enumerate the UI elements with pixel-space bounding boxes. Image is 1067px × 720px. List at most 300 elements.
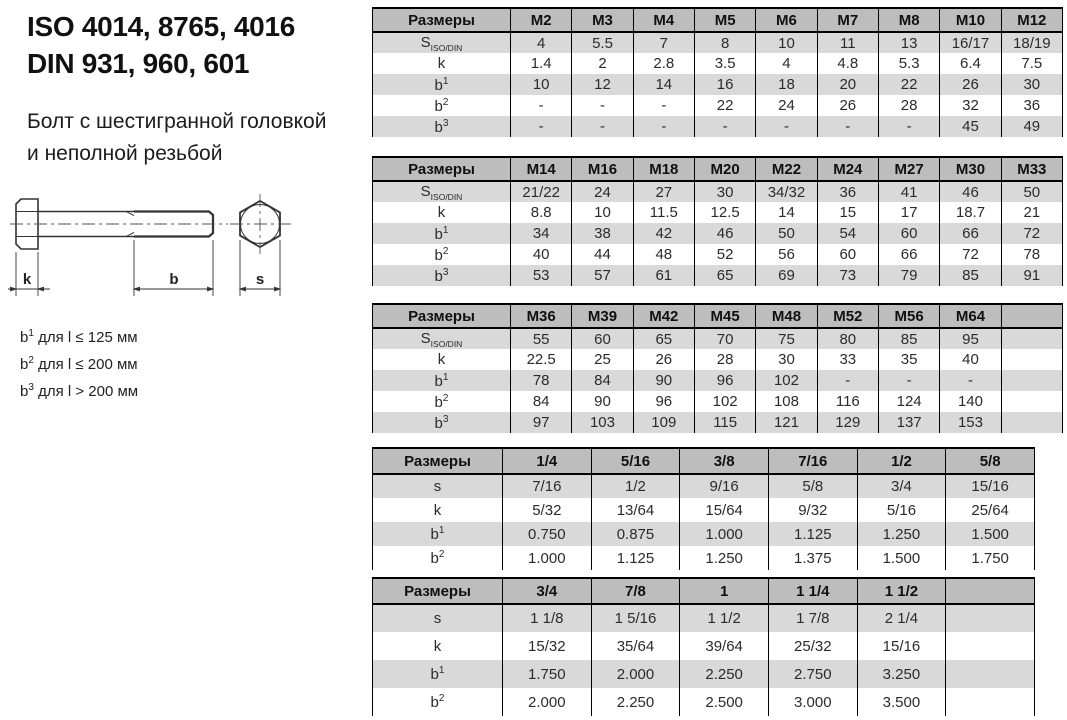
dimension-row <box>373 522 1035 546</box>
table-header-label: Размеры <box>373 8 511 32</box>
row-label: $S_{ISO/DIN}$ <box>373 32 511 53</box>
value-cell: 21 <box>1001 202 1062 223</box>
value-cell: 69 <box>756 265 817 286</box>
centerlines <box>10 194 292 254</box>
row-label: s <box>373 474 503 498</box>
value-cell: 13 <box>878 32 939 53</box>
dimension-row <box>373 604 1035 632</box>
value-cell: 46 <box>694 223 755 244</box>
value-cell: 44 <box>572 244 633 265</box>
value-cell: 22.5 <box>511 349 572 370</box>
value-cell: 90 <box>572 391 633 412</box>
value-cell: 2.750 <box>768 660 857 688</box>
title-iso: ISO 4014, 8765, 4016 <box>27 11 295 42</box>
size-column-header: M22 <box>756 157 817 181</box>
subtitle-line2: и неполной резьбой <box>27 142 223 165</box>
size-column-header: M7 <box>817 8 878 32</box>
size-column-header: M3 <box>572 8 633 32</box>
value-cell: 1.500 <box>946 522 1035 546</box>
dimension-row <box>373 74 1063 95</box>
row-label: k <box>433 637 442 655</box>
row-label: $b^2$ <box>434 96 449 115</box>
dimensions-table <box>372 7 1063 137</box>
dimension-row <box>373 498 1035 522</box>
value-cell: 10 <box>572 202 633 223</box>
empty-cell <box>1001 349 1062 370</box>
b-arrow-left <box>134 287 140 291</box>
row-label: k <box>437 55 446 72</box>
value-cell: - <box>511 95 572 116</box>
value-cell: - <box>633 95 694 116</box>
value-cell: 16 <box>694 74 755 95</box>
value-cell: 10 <box>511 74 572 95</box>
value-cell: 56 <box>756 244 817 265</box>
empty-cell <box>946 632 1035 660</box>
value-cell: 52 <box>694 244 755 265</box>
value-cell: 66 <box>878 244 939 265</box>
dimensions-table-inch-small <box>372 447 1035 570</box>
value-cell: 96 <box>694 370 755 391</box>
value-cell: 24 <box>756 95 817 116</box>
value-cell: 2 <box>572 53 633 74</box>
dimension-row <box>373 632 1035 660</box>
size-column-header: M24 <box>817 157 878 181</box>
value-cell: 1 1/8 <box>503 604 592 632</box>
value-cell: 1.750 <box>503 660 592 688</box>
value-cell: 15/32 <box>503 632 592 660</box>
value-cell: 18/19 <box>1001 32 1062 53</box>
value-cell: 16/17 <box>940 32 1001 53</box>
empty-cell <box>1001 391 1062 412</box>
value-cell: 78 <box>511 370 572 391</box>
size-column-header: 5/16 <box>591 448 680 474</box>
empty-header-cell <box>946 578 1035 604</box>
table-header-label: Размеры <box>373 157 511 181</box>
size-column-header: 7/8 <box>591 578 680 604</box>
size-column-header: 3/4 <box>503 578 592 604</box>
dimension-row <box>373 660 1035 688</box>
dimension-row <box>373 95 1063 116</box>
value-cell: 18 <box>756 74 817 95</box>
size-column-header: M56 <box>878 304 939 328</box>
value-cell: 12 <box>572 74 633 95</box>
empty-cell <box>946 688 1035 716</box>
value-cell: 60 <box>817 244 878 265</box>
value-cell: 18.7 <box>940 202 1001 223</box>
size-column-header: M64 <box>940 304 1001 328</box>
size-column-header: M6 <box>756 8 817 32</box>
footnotes <box>20 322 138 403</box>
size-column-header: M10 <box>940 8 1001 32</box>
value-cell: 32 <box>940 95 1001 116</box>
value-cell: 49 <box>1001 116 1062 137</box>
value-cell: 40 <box>511 244 572 265</box>
value-cell: 1.000 <box>503 546 592 570</box>
dimension-row <box>373 32 1063 53</box>
size-column-header: M42 <box>633 304 694 328</box>
subtitle-line1: Болт с шестигранной головкой <box>27 110 327 133</box>
row-label: $b^2$ <box>434 245 449 264</box>
value-cell: 1.125 <box>591 546 680 570</box>
value-cell: 1.375 <box>768 546 857 570</box>
value-cell: 1.125 <box>768 522 857 546</box>
value-cell: 124 <box>878 391 939 412</box>
value-cell: 24 <box>572 181 633 202</box>
k-dimension-label: k <box>22 271 32 288</box>
value-cell: 116 <box>817 391 878 412</box>
value-cell: 11.5 <box>633 202 694 223</box>
value-cell: 7/16 <box>503 474 592 498</box>
value-cell: 27 <box>633 181 694 202</box>
dimension-row <box>373 688 1035 716</box>
value-cell: 109 <box>633 412 694 433</box>
value-cell: 102 <box>756 370 817 391</box>
value-cell: 35 <box>878 349 939 370</box>
value-cell: 4 <box>511 32 572 53</box>
value-cell: 55 <box>511 328 572 349</box>
empty-cell <box>1001 412 1062 433</box>
value-cell: 60 <box>572 328 633 349</box>
size-column-header: M18 <box>633 157 694 181</box>
bolt-technical-drawing <box>8 186 308 318</box>
value-cell: 15/64 <box>680 498 769 522</box>
value-cell: - <box>878 116 939 137</box>
dimension-row <box>373 474 1035 498</box>
value-cell: - <box>694 116 755 137</box>
value-cell: 137 <box>878 412 939 433</box>
value-cell: 20 <box>817 74 878 95</box>
value-cell: 2 1/4 <box>857 604 946 632</box>
size-column-header: M27 <box>878 157 939 181</box>
value-cell: 91 <box>1001 265 1062 286</box>
value-cell: 97 <box>511 412 572 433</box>
value-cell: 8 <box>694 32 755 53</box>
value-cell: 30 <box>1001 74 1062 95</box>
dimension-row <box>373 412 1063 433</box>
size-column-header: 7/16 <box>768 448 857 474</box>
value-cell: 1.750 <box>946 546 1035 570</box>
value-cell: 34 <box>511 223 572 244</box>
value-cell: 14 <box>756 202 817 223</box>
value-cell: 26 <box>633 349 694 370</box>
value-cell: 45 <box>940 116 1001 137</box>
value-cell: 1.4 <box>511 53 572 74</box>
value-cell: 22 <box>878 74 939 95</box>
size-column-header: M33 <box>1001 157 1062 181</box>
value-cell: 42 <box>633 223 694 244</box>
dimension-row <box>373 53 1063 74</box>
empty-cell <box>1001 370 1062 391</box>
value-cell: 14 <box>633 74 694 95</box>
row-label: $b^3$ <box>373 116 511 137</box>
row-label: $b^2$ <box>430 693 445 711</box>
value-cell: 21/22 <box>511 181 572 202</box>
value-cell: 75 <box>756 328 817 349</box>
value-cell: 35/64 <box>591 632 680 660</box>
value-cell: 2.8 <box>633 53 694 74</box>
value-cell: 70 <box>694 328 755 349</box>
footnote-b2: $b^2$ для l ≤ 200 мм <box>20 355 138 373</box>
row-label: s <box>373 604 503 632</box>
value-cell: 72 <box>1001 223 1062 244</box>
value-cell: - <box>940 370 1001 391</box>
dimensions-table <box>372 577 1035 716</box>
b-arrow-right <box>208 287 214 291</box>
value-cell: 2.000 <box>591 660 680 688</box>
dimension-row <box>373 265 1063 286</box>
value-cell: - <box>572 116 633 137</box>
value-cell: 96 <box>633 391 694 412</box>
table-header-row <box>373 157 1063 181</box>
s-dimension-label: s <box>255 271 265 288</box>
table-header-row <box>373 448 1035 474</box>
value-cell: 39/64 <box>680 632 769 660</box>
value-cell: 121 <box>756 412 817 433</box>
value-cell: 65 <box>633 328 694 349</box>
row-label: $b^1$ <box>373 74 511 95</box>
empty-cell <box>946 660 1035 688</box>
value-cell: 85 <box>940 265 1001 286</box>
dimensions-table-m14-m33 <box>372 156 1063 286</box>
value-cell: 1/2 <box>591 474 680 498</box>
value-cell: 57 <box>572 265 633 286</box>
size-column-header: M48 <box>756 304 817 328</box>
value-cell: 33 <box>817 349 878 370</box>
size-column-header: 5/8 <box>946 448 1035 474</box>
value-cell: 36 <box>817 181 878 202</box>
size-column-header: M45 <box>694 304 755 328</box>
table-header-label: Размеры <box>373 448 503 474</box>
value-cell: 11 <box>817 32 878 53</box>
value-cell: 84 <box>572 370 633 391</box>
value-cell: 6.4 <box>940 53 1001 74</box>
value-cell: 25/64 <box>946 498 1035 522</box>
s-arrow-left <box>240 287 246 291</box>
value-cell: 0.750 <box>503 522 592 546</box>
dimension-row <box>373 349 1063 370</box>
value-cell: 73 <box>817 265 878 286</box>
value-cell: 30 <box>694 181 755 202</box>
row-label: $S_{ISO/DIN}$ <box>373 328 511 349</box>
value-cell: 15/16 <box>857 632 946 660</box>
empty-cell <box>1001 328 1062 349</box>
value-cell: 28 <box>694 349 755 370</box>
value-cell: 36 <box>1001 95 1062 116</box>
size-column-header: M20 <box>694 157 755 181</box>
value-cell: - <box>633 116 694 137</box>
value-cell: 4 <box>756 53 817 74</box>
value-cell: 4.8 <box>817 53 878 74</box>
value-cell: 2.500 <box>680 688 769 716</box>
value-cell: 78 <box>1001 244 1062 265</box>
page-title <box>27 8 295 82</box>
value-cell: 66 <box>940 223 1001 244</box>
size-column-header: M2 <box>511 8 572 32</box>
value-cell: - <box>756 116 817 137</box>
value-cell: 7 <box>633 32 694 53</box>
value-cell: 54 <box>817 223 878 244</box>
table-header-label: Размеры <box>373 578 503 604</box>
value-cell: 5/32 <box>503 498 592 522</box>
value-cell: 30 <box>756 349 817 370</box>
value-cell: 95 <box>940 328 1001 349</box>
value-cell: 84 <box>511 391 572 412</box>
value-cell: - <box>878 370 939 391</box>
k-arrow-left <box>11 287 17 291</box>
dimension-row <box>373 116 1063 137</box>
value-cell: 12.5 <box>694 202 755 223</box>
value-cell: 140 <box>940 391 1001 412</box>
dimension-row <box>373 391 1063 412</box>
title-din: DIN 931, 960, 601 <box>27 48 250 79</box>
row-label: $b^1$ <box>373 522 503 546</box>
size-column-header: 1/2 <box>857 448 946 474</box>
value-cell: 115 <box>694 412 755 433</box>
value-cell: 129 <box>817 412 878 433</box>
table-header-row <box>373 578 1035 604</box>
value-cell: - <box>817 370 878 391</box>
value-cell: 25 <box>572 349 633 370</box>
size-column-header: M16 <box>572 157 633 181</box>
value-cell: 1 7/8 <box>768 604 857 632</box>
dimension-row <box>373 546 1035 570</box>
dimensions-table-m36-m64 <box>372 303 1063 433</box>
value-cell: - <box>572 95 633 116</box>
s-arrow-right <box>275 287 281 291</box>
value-cell: 79 <box>878 265 939 286</box>
row-label: k <box>437 351 446 368</box>
value-cell: 1 1/2 <box>680 604 769 632</box>
value-cell: 102 <box>694 391 755 412</box>
size-column-header: 1 1/4 <box>768 578 857 604</box>
row-label: $S_{ISO/DIN}$ <box>373 181 511 202</box>
value-cell: 5/16 <box>857 498 946 522</box>
value-cell: 50 <box>756 223 817 244</box>
value-cell: 3.5 <box>694 53 755 74</box>
size-column-header: M4 <box>633 8 694 32</box>
value-cell: 90 <box>633 370 694 391</box>
value-cell: 9/32 <box>768 498 857 522</box>
dimensions-table-inch-large <box>372 577 1035 716</box>
value-cell: 46 <box>940 181 1001 202</box>
table-header-row <box>373 304 1063 328</box>
size-column-header: 1 <box>680 578 769 604</box>
value-cell: 5/8 <box>768 474 857 498</box>
value-cell: 17 <box>878 202 939 223</box>
value-cell: 1.250 <box>857 522 946 546</box>
value-cell: 3.500 <box>857 688 946 716</box>
value-cell: 13/64 <box>591 498 680 522</box>
value-cell: 8.8 <box>511 202 572 223</box>
value-cell: 2.250 <box>591 688 680 716</box>
row-label: $b^1$ <box>373 660 503 688</box>
value-cell: 72 <box>940 244 1001 265</box>
size-column-header: M5 <box>694 8 755 32</box>
dimensions-table <box>372 447 1035 570</box>
b-dimension-label: b <box>169 271 179 288</box>
row-label: $b^1$ <box>373 370 511 391</box>
dimension-row <box>373 370 1063 391</box>
value-cell: 65 <box>694 265 755 286</box>
dimension-row <box>373 244 1063 265</box>
size-column-header: M12 <box>1001 8 1062 32</box>
dimension-row <box>373 202 1063 223</box>
empty-cell <box>946 604 1035 632</box>
value-cell: 153 <box>940 412 1001 433</box>
row-label: $b^3$ <box>373 265 511 286</box>
value-cell: 40 <box>940 349 1001 370</box>
dimensions-table <box>372 156 1063 286</box>
size-column-header: M8 <box>878 8 939 32</box>
size-column-header: 3/8 <box>680 448 769 474</box>
value-cell: 1.250 <box>680 546 769 570</box>
dimension-row <box>373 328 1063 349</box>
size-column-header: 1 1/2 <box>857 578 946 604</box>
value-cell: 1 5/16 <box>591 604 680 632</box>
value-cell: 5.3 <box>878 53 939 74</box>
size-column-header: 1/4 <box>503 448 592 474</box>
size-column-header: M39 <box>572 304 633 328</box>
value-cell: 25/32 <box>768 632 857 660</box>
dimension-row <box>373 223 1063 244</box>
dimension-row <box>373 181 1063 202</box>
row-label: $b^2$ <box>434 392 449 411</box>
row-label: $b^1$ <box>373 223 511 244</box>
value-cell: 3.000 <box>768 688 857 716</box>
row-label: $b^2$ <box>430 549 445 567</box>
footnote-b3: $b^3$ для l > 200 мм <box>20 382 139 400</box>
dimensions-table <box>372 303 1063 433</box>
k-arrow-right <box>38 287 44 291</box>
table-header-row <box>373 8 1063 32</box>
value-cell: 48 <box>633 244 694 265</box>
dimensions-table-m2-m12 <box>372 7 1063 137</box>
value-cell: 41 <box>878 181 939 202</box>
row-label: k <box>433 501 442 519</box>
value-cell: 0.875 <box>591 522 680 546</box>
value-cell: 80 <box>817 328 878 349</box>
size-column-header: M14 <box>511 157 572 181</box>
value-cell: 3/4 <box>857 474 946 498</box>
footnote-b1: $b^1$ для l ≤ 125 мм <box>20 328 138 346</box>
page-subtitle <box>27 106 326 170</box>
value-cell: 7.5 <box>1001 53 1062 74</box>
value-cell: 108 <box>756 391 817 412</box>
value-cell: 3.250 <box>857 660 946 688</box>
size-column-header: M36 <box>511 304 572 328</box>
value-cell: 1.500 <box>857 546 946 570</box>
value-cell: 28 <box>878 95 939 116</box>
value-cell: 1.000 <box>680 522 769 546</box>
value-cell: 103 <box>572 412 633 433</box>
value-cell: 5.5 <box>572 32 633 53</box>
value-cell: 85 <box>878 328 939 349</box>
value-cell: 2.250 <box>680 660 769 688</box>
value-cell: 61 <box>633 265 694 286</box>
table-header-label: Размеры <box>373 304 511 328</box>
value-cell: 22 <box>694 95 755 116</box>
value-cell: 53 <box>511 265 572 286</box>
row-label: $b^3$ <box>373 412 511 433</box>
value-cell: 9/16 <box>680 474 769 498</box>
size-column-header: M52 <box>817 304 878 328</box>
value-cell: 10 <box>756 32 817 53</box>
value-cell: 15/16 <box>946 474 1035 498</box>
empty-header-cell <box>1001 304 1062 328</box>
value-cell: 26 <box>940 74 1001 95</box>
value-cell: - <box>511 116 572 137</box>
value-cell: - <box>817 116 878 137</box>
